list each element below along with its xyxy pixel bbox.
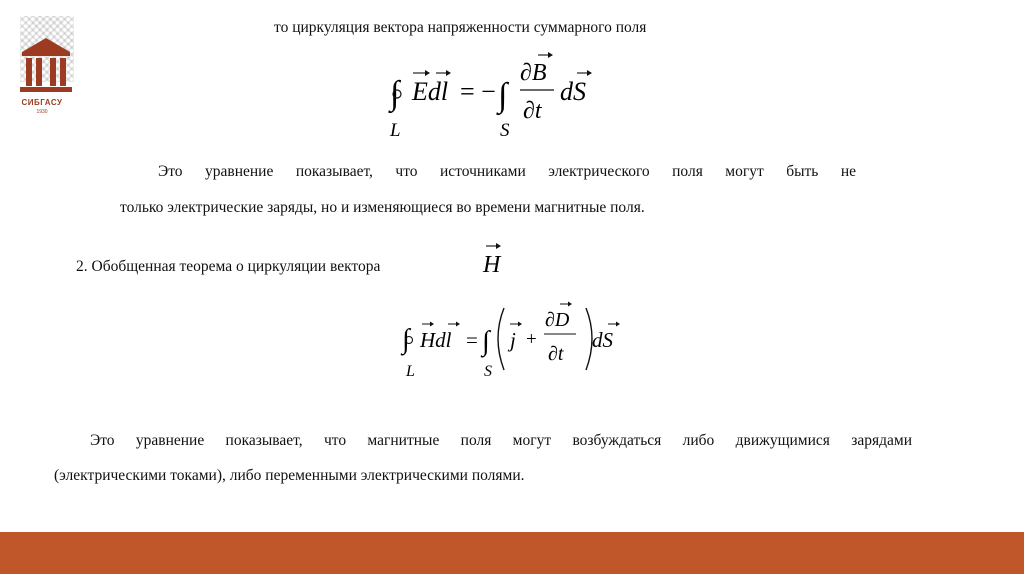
f2-numerator: ∂D — [545, 309, 570, 331]
f2-equals: = — [466, 328, 478, 352]
f1-lhs-integrand: Edl — [412, 77, 449, 106]
footer-accent-bar — [0, 532, 1024, 574]
logo-year: 1930 — [36, 109, 48, 115]
eq1-explain-line-2: только электрические заряды, но и изменяющиеся во времени магнитные поля. — [120, 199, 645, 216]
university-logo — [8, 8, 74, 118]
vector-h-symbol: H — [483, 252, 501, 278]
intro-text: то циркуляция вектора напряженности суммарного поля — [274, 19, 647, 36]
left-paren — [498, 308, 504, 370]
eq1-explain-line-1: Это уравнение показывает, что источниками электрического поля могут быть не — [158, 163, 856, 180]
f2-lhs-limit: L — [406, 363, 415, 380]
eq2-explain-line-1: Это уравнение показывает, что магнитные поля могут возбуждаться либо движущимися зарядами — [90, 432, 912, 449]
f2-current: j — [510, 328, 516, 352]
formula-1 — [380, 52, 620, 144]
building-icon — [8, 8, 74, 100]
theorem-2-heading: 2. Обобщенная теорема о циркуляции вектора — [76, 258, 381, 275]
f2-differential: dS — [592, 328, 613, 352]
f1-differential: dS — [560, 77, 586, 106]
vector-h — [476, 240, 516, 280]
contour-integral-symbol-2: ∫ — [402, 324, 410, 355]
f2-rhs-limit: S — [484, 363, 492, 380]
logo-name: СИБГАСУ — [21, 98, 63, 107]
f1-lhs-limit: L — [390, 120, 401, 141]
surface-integral-symbol: ∫ — [498, 77, 508, 114]
contour-integral-symbol: ∫ — [390, 75, 400, 112]
eq2-explain-line-2: (электрическими токами), либо переменными электрическими полями. — [54, 467, 525, 484]
formula-2 — [400, 300, 640, 384]
f2-denominator: ∂t — [548, 343, 564, 365]
f1-numerator: ∂B — [520, 60, 547, 86]
f2-lhs-integrand: Hdl — [420, 328, 452, 352]
f2-plus: + — [526, 329, 537, 350]
f1-denominator: ∂t — [523, 98, 542, 124]
surface-integral-symbol-2: ∫ — [482, 326, 490, 357]
f1-rhs-limit: S — [500, 120, 510, 141]
f1-equals: = − — [460, 77, 496, 106]
